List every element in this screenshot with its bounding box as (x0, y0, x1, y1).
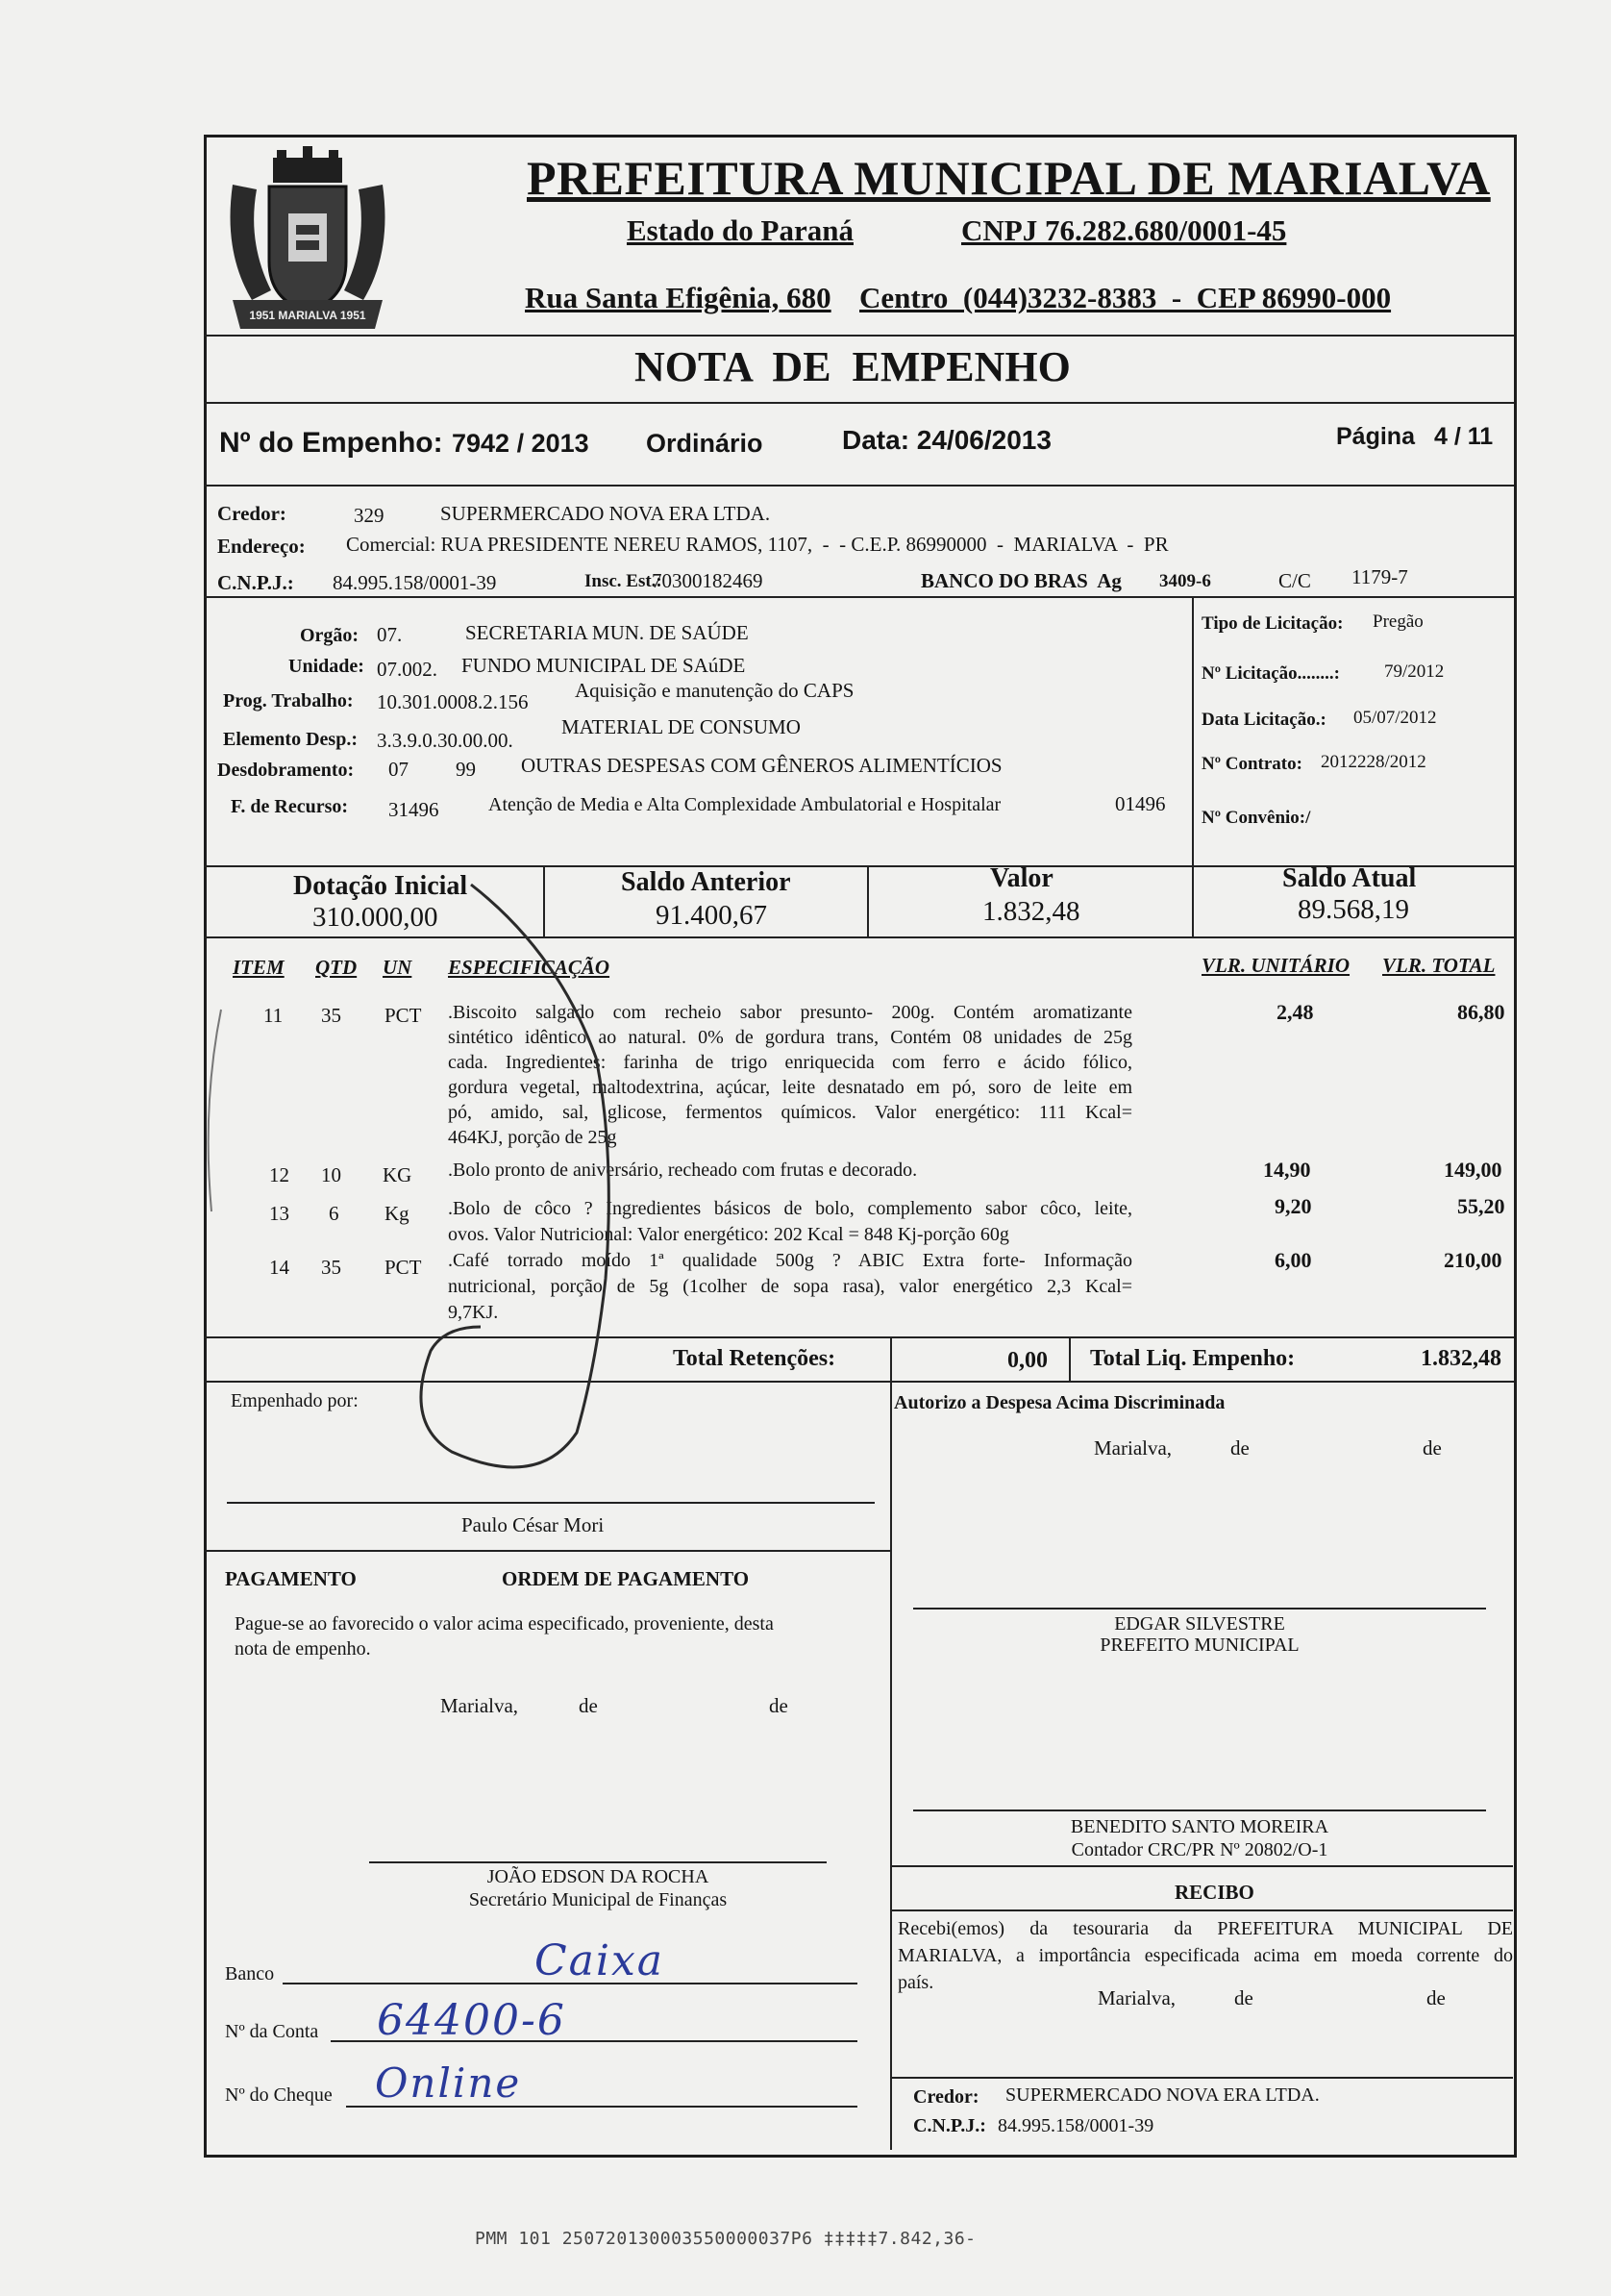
spec-line: .Bolo de côco ? Ingredientes básicos de bolo, complemento sabor côco, leite, (448, 1198, 1132, 1219)
contador-block (913, 1815, 1486, 1861)
pagamento-city: Marialva, (440, 1694, 519, 1717)
item-14-qtd: 35 (321, 1256, 341, 1279)
empenho-number-label: Nº do Empenho: (219, 427, 443, 459)
page-label: Página (1336, 423, 1415, 450)
recibo-line: Recebi(emos) da tesouraria da PREFEITURA MUNICIPAL DE (898, 1918, 1513, 1939)
conta-label: Nº da Conta (225, 2021, 319, 2042)
recibo-cnpj-label: C.N.P.J.: (913, 2115, 986, 2136)
desdobramento-a: 07 (388, 758, 409, 781)
dotacao-label: Dotação Inicial (293, 871, 468, 901)
autorizo-de-2: de (1423, 1436, 1442, 1460)
elemento-label: Elemento Desp.: (223, 729, 358, 750)
endereco-label: Endereço: (217, 535, 306, 558)
col-total-value: VLR. TOTAL (1382, 954, 1496, 977)
credor-code: 329 (354, 504, 384, 527)
pagamento-label: PAGAMENTO (225, 1567, 357, 1590)
insc-label: Insc. Est.: (584, 571, 662, 591)
liquido-value: 1.832,48 (1421, 1346, 1501, 1371)
spec-line: nutricional, porção de 5g (1colher de sopa rasa), valor energético 2,3 Kcal= (448, 1276, 1132, 1297)
retencoes-label: Total Retenções: (673, 1346, 836, 1371)
spec-line: 464KJ, porção de 25g (448, 1127, 617, 1148)
org-title: PREFEITURA MUNICIPAL DE MARIALVA (527, 151, 1491, 205)
handwritten-paraph (192, 865, 673, 1500)
desdobramento-label: Desdobramento: (217, 760, 355, 781)
item-12-un: KG (383, 1163, 412, 1186)
col-unit-value: VLR. UNITÁRIO (1202, 954, 1351, 977)
recibo-credor-label: Credor: (913, 2086, 979, 2108)
item-11-unit: 2,48 (1276, 1000, 1314, 1024)
item-14-total: 210,00 (1444, 1248, 1502, 1272)
dotacao-value: 310.000,00 (312, 902, 438, 933)
prefeito-name (913, 1613, 1486, 1656)
svg-text:1951 MARIALVA 1951: 1951 MARIALVA 1951 (249, 309, 366, 322)
conta-handwritten: 64400-6 (377, 1996, 566, 2045)
ordem-pagamento: ORDEM DE PAGAMENTO (502, 1567, 750, 1590)
licitacao-num-label: Nº Licitação........: (1202, 663, 1340, 684)
contrato-value: 2012228/2012 (1321, 752, 1426, 772)
item-13-qtd: 6 (329, 1202, 339, 1225)
empenhado-name: Paulo César Mori (461, 1513, 605, 1536)
item-12-num: 12 (269, 1163, 289, 1186)
item-14-unit: 6,00 (1275, 1248, 1312, 1272)
autorizo-label: Autorizo a Despesa Acima Discriminada (894, 1392, 1226, 1413)
recurso-name: Atenção de Media e Alta Complexidade Ambulatorial e Hospitalar (488, 794, 1002, 815)
empenho-number: 7942 / 2013 (452, 429, 589, 458)
cheque-label: Nº do Cheque (225, 2084, 333, 2106)
item-11-qtd: 35 (321, 1004, 341, 1027)
prog-name: Aquisição e manutenção do CAPS (575, 679, 855, 702)
spec-line: pó, amido, sal, glicose, fermentos químicos. Valor energético: 111 Kcal= (448, 1102, 1132, 1123)
spec-line: cada. Ingredientes: farinha de trigo enriquecida com ferro e ácido fólico, (448, 1052, 1132, 1073)
item-12-unit: 14,90 (1263, 1158, 1311, 1182)
recibo-text (898, 1915, 1513, 1996)
endereco: Comercial: RUA PRESIDENTE NEREU RAMOS, 1107, - - C.E.P. 86990000 - MARIALVA - PR (346, 533, 1169, 556)
creditor-cnpj: 84.995.158/0001-39 (333, 571, 497, 594)
liquido-label: Total Liq. Empenho: (1090, 1346, 1296, 1371)
prog-label: Prog. Trabalho: (223, 690, 354, 711)
item-14-num: 14 (269, 1256, 289, 1279)
spec-line: 9,7KJ. (448, 1302, 499, 1323)
empenho-date: Data: 24/06/2013 (842, 425, 1052, 455)
unidade-label: Unidade: (288, 656, 364, 677)
valor-value: 1.832,48 (982, 896, 1080, 927)
autorizo-de-1: de (1230, 1436, 1250, 1460)
retencoes-value: 0,00 (1007, 1348, 1048, 1373)
banco-label: Banco (225, 1963, 275, 1984)
item-12-spec: .Bolo pronto de aniversário, recheado com frutas e decorado. (448, 1160, 918, 1181)
insc-value: 70300182469 (652, 569, 763, 592)
spec-line: gordura vegetal, maltodextrina, açúcar, leite desnatado em pó, soro de leite em (448, 1077, 1132, 1098)
recurso-extra: 01496 (1115, 792, 1166, 815)
credor-name: SUPERMERCADO NOVA ERA LTDA. (440, 502, 771, 525)
recurso-label: F. de Recurso: (231, 796, 349, 817)
spec-line: sintético idêntico ao natural. 0% de gordura trans, Contém 08 unidades de 25g (448, 1027, 1132, 1048)
contador-name: BENEDITO SANTO MOREIRA (1070, 1816, 1329, 1837)
prog-code: 10.301.0008.2.156 (377, 690, 529, 713)
empenhado-label: Empenhado por: (231, 1390, 359, 1411)
coat-of-arms (213, 146, 402, 338)
contador-title: Contador CRC/PR Nº 20802/O-1 (1071, 1839, 1328, 1860)
item-11-un: PCT (384, 1004, 422, 1027)
saldo-anterior-label: Saldo Anterior (621, 867, 791, 897)
elemento-name: MATERIAL DE CONSUMO (561, 715, 801, 738)
tipo-licitacao-label: Tipo de Licitação: (1202, 613, 1344, 634)
pagamento-de-2: de (769, 1694, 788, 1717)
prefeito-name-text: EDGAR SILVESTRE (1114, 1613, 1285, 1635)
item-11-num: 11 (263, 1004, 284, 1027)
org-cnpj: CNPJ 76.282.680/0001-45 (961, 213, 1287, 247)
banco-handwritten: Caixa (534, 1936, 665, 1985)
item-12-qtd: 10 (321, 1163, 341, 1186)
empenho-type: Ordinário (646, 429, 763, 458)
pagamento-text-2: nota de empenho. (235, 1638, 371, 1660)
col-spec: ESPECIFICAÇÃO (448, 956, 610, 979)
recibo-cnpj: 84.995.158/0001-39 (998, 2115, 1154, 2136)
cnpj-label: C.N.P.J.: (217, 571, 294, 594)
recibo-line: país. (898, 1972, 934, 1993)
secretario-block (369, 1865, 827, 1911)
saldo-anterior-value: 91.400,67 (656, 900, 767, 931)
col-qtd: QTD (315, 956, 358, 979)
col-item: ITEM (233, 956, 285, 979)
cc-value: 1179-7 (1351, 565, 1408, 588)
orgao-label: Orgão: (300, 625, 359, 646)
item-13-unit: 9,20 (1275, 1194, 1312, 1218)
contrato-label: Nº Contrato: (1202, 754, 1302, 774)
recibo-title: RECIBO (1175, 1881, 1254, 1904)
licitacao-date-label: Data Licitação.: (1202, 710, 1326, 730)
item-11-total: 86,80 (1457, 1000, 1505, 1024)
secretario-name: JOÃO EDSON DA ROCHA (486, 1866, 709, 1887)
pagamento-text-1: Pague-se ao favorecido o valor acima especificado, proveniente, desta (235, 1613, 774, 1635)
saldo-atual-label: Saldo Atual (1282, 863, 1417, 893)
recibo-de-2: de (1426, 1986, 1446, 2009)
secretario-title: Secretário Municipal de Finanças (468, 1889, 728, 1910)
credor-label: Credor: (217, 502, 286, 525)
elemento-code: 3.3.9.0.30.00.00. (377, 729, 513, 752)
convenio-label: Nº Convênio:/ (1202, 808, 1311, 828)
state-name: Estado do Paraná (627, 213, 854, 247)
recibo-line: MARIALVA, a importância especificada acima em moeda corrente do (898, 1945, 1513, 1966)
spec-line: .Biscoito salgado com recheio sabor presunto- 200g. Contém aromatizante (448, 1002, 1132, 1023)
autorizo-city: Marialva, (1094, 1436, 1173, 1460)
unidade-code: 07.002. (377, 658, 437, 681)
orgao-name: SECRETARIA MUN. DE SAÚDE (465, 621, 749, 644)
desdobramento-name: OUTRAS DESPESAS COM GÊNEROS ALIMENTÍCIOS (521, 754, 1003, 777)
item-13-un: Kg (384, 1202, 409, 1225)
pagamento-de-1: de (579, 1694, 598, 1717)
item-14-un: PCT (384, 1256, 422, 1279)
document-title: NOTA DE EMPENHO (634, 343, 1071, 390)
recibo-de-1: de (1234, 1986, 1253, 2009)
page-number: 4 / 11 (1434, 423, 1494, 450)
org-address: Rua Santa Efigênia, 680 (525, 281, 831, 314)
bank-agency: 3409-6 (1159, 571, 1211, 591)
valor-label: Valor (990, 863, 1053, 893)
item-13-num: 13 (269, 1202, 289, 1225)
tipo-licitacao: Pregão (1373, 611, 1424, 632)
recurso-code: 31496 (388, 798, 439, 821)
item-13-total: 55,20 (1457, 1194, 1505, 1218)
cc-label: C/C (1278, 569, 1311, 592)
recibo-credor: SUPERMERCADO NOVA ERA LTDA. (1005, 2084, 1320, 2106)
cheque-handwritten: Online (375, 2059, 522, 2107)
saldo-atual-value: 89.568,19 (1298, 894, 1409, 925)
desdobramento-b: 99 (456, 758, 476, 781)
licitacao-date: 05/07/2012 (1353, 708, 1437, 728)
col-un: UN (383, 956, 412, 979)
prefeito-title: PREFEITO MUNICIPAL (1100, 1635, 1300, 1656)
bank-name: BANCO DO BRAS Ag (921, 569, 1122, 592)
footer-code: PMM 101 250720130003550000037P6 ‡‡‡‡‡7.842,36- (475, 2229, 977, 2249)
licitacao-num: 79/2012 (1384, 661, 1445, 682)
recibo-city: Marialva, (1098, 1986, 1177, 2009)
item-12-total: 149,00 (1444, 1158, 1502, 1182)
spec-line: .Café torrado moído 1ª qualidade 500g ? ABIC Extra forte- Informação (448, 1250, 1132, 1271)
unidade-name: FUNDO MUNICIPAL DE SAúDE (461, 654, 746, 677)
spec-line: ovos. Valor Nutricional: Valor energético: 202 Kcal = 848 Kj-porção 60g (448, 1224, 1009, 1245)
org-contact: Centro (044)3232-8383 - CEP 86990-000 (859, 281, 1392, 314)
orgao-code: 07. (377, 623, 403, 646)
